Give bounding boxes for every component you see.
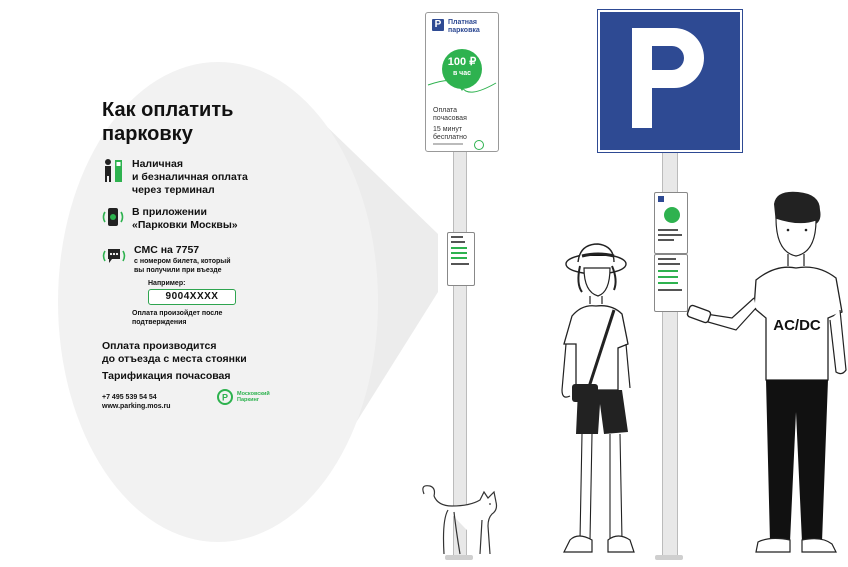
phone: +7 495 539 54 54 — [102, 394, 157, 401]
option-sms — [102, 244, 231, 275]
contacts — [102, 393, 171, 411]
phone-app-icon — [102, 206, 124, 228]
example-code: 9004XXXX — [148, 289, 236, 305]
option-app — [102, 206, 238, 232]
example-label: Например: — [148, 280, 186, 287]
street-sign — [425, 12, 499, 152]
terminal-icon — [102, 158, 124, 182]
sign-header2: парковка — [448, 27, 480, 34]
option3-sub1: с номером билета, который — [134, 258, 231, 265]
option1-line1: Наличная — [132, 158, 183, 170]
sign-logo-icon — [474, 140, 484, 150]
pole-right-base — [655, 555, 683, 560]
parking-badge-icon: P — [432, 19, 444, 31]
option1-line2: и безналичная оплата — [132, 171, 248, 183]
option-terminal — [102, 158, 248, 197]
cat-illustration — [418, 480, 508, 560]
man-illustration — [680, 190, 848, 565]
pole-plate — [447, 232, 475, 286]
mos-parking-logo: P Московский Паркинг — [216, 388, 270, 406]
option2-line1: В приложении — [132, 206, 207, 218]
price-bubble: 100 ₽ в час — [442, 49, 482, 89]
acdc-shirt-text: AC/DC — [773, 317, 821, 334]
payment-note: Оплата производится до отъезда с места стоянки — [102, 340, 247, 365]
website: www.parking.mos.ru — [102, 403, 171, 410]
parking-logo-icon — [216, 388, 234, 406]
tariff-note: Тарификация почасовая — [102, 370, 231, 382]
parking-p-icon — [618, 22, 718, 134]
sign-info: Оплата почасовая 15 минут бесплатно — [433, 107, 467, 141]
sign-fineprint — [433, 143, 463, 145]
option3-title: СМС на 7757 — [134, 244, 200, 256]
sms-icon — [102, 244, 126, 268]
svg-text:P: P — [221, 392, 229, 403]
after-note: Оплата произойдет после подтверждения — [132, 310, 223, 326]
option2-line2: «Парковки Москвы» — [132, 219, 238, 231]
sign-header1: Платная — [448, 19, 478, 26]
zoom-title: Как оплатить парковку — [102, 99, 234, 145]
option1-line3: через терминал — [132, 184, 215, 196]
option3-sub2: вы получили при въезде — [134, 267, 222, 274]
woman-illustration — [548, 240, 658, 565]
